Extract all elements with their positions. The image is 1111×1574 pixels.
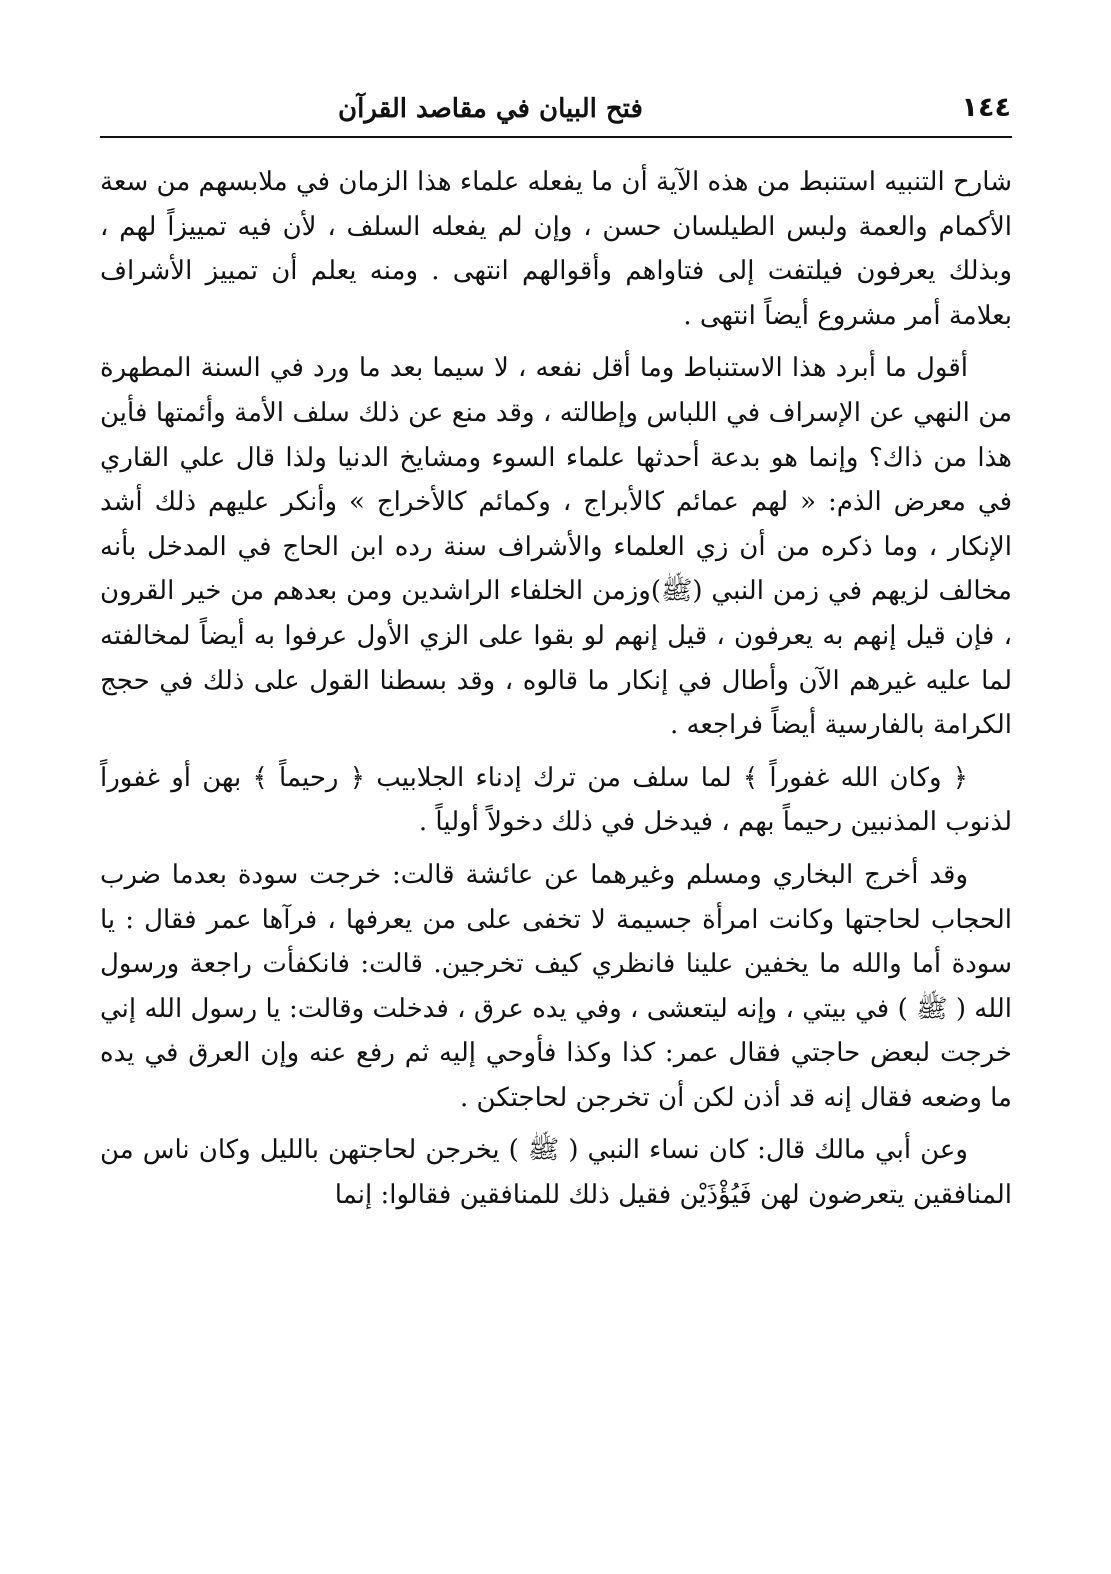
paragraph-1: شارح التنبيه استنبط من هذه الآية أن ما يفعله علماء هذا الزمان في ملابسهم من سعة الأكمام والعمة ولبس الطيلسان حسن ، وإن لم يفعله السلف ، لأن فيه تمييزاً لهم ، وبذلك يعرفون فيلتفت إلى فتاواهم وأقوالهم انتهى . ومنه يعلم أن تمييز الأشراف بعلامة أمر مشروع أيضاً انتهى . — [100, 167, 1012, 331]
running-title: فتح البيان في مقاصد القرآن — [338, 94, 643, 124]
page-header — [100, 90, 1011, 136]
paragraph-5: وعن أبي مالك قال: كان نساء النبي ( ﷺ ) يخرجن لحاجتهن بالليل وكان ناس من المنافقين يتعرضون لهن فَيُؤْذَيْن فقيل ذلك للمنافقين فقالوا: إنما — [100, 1135, 1012, 1211]
paragraph-4: وقد أخرج البخاري ومسلم وغيرهما عن عائشة قالت: خرجت سودة بعدما ضرب الحجاب لحاجتها وكانت امرأة جسيمة لا تخفى على من يعرفها ، فرآها عمر فقال : يا سودة أما والله ما يخفين علينا فانظري كيف تخرجين. قالت: فانكفأت راجعة ورسول الله ( ﷺ ) في بيتي ، وإنه ليتعشى ، وفي يده عرق ، فدخلت وقالت: يا رسول الله إني خرجت لبعض حاجتي فقال عمر: كذا وكذا فأوحي إليه ثم رفع عنه وإن العرق في يده ما وضعه فقال إنه قد أذن لكن أن تخرجن لحاجتكن . — [100, 859, 1012, 1113]
paragraph-3-verse: ﴿ وكان الله غفوراً ﴾ لما سلف من ترك إدناء الجلابيب ﴿ رحيماً ﴾ بهن أو غفوراً لذنوب المذنبين رحيماً بهم ، فيدخل في ذلك دخولاً أولياً . — [100, 762, 1012, 838]
page-body — [100, 160, 1012, 1218]
header-rule — [100, 136, 1012, 138]
page-number: ١٤٤ — [961, 92, 1011, 123]
paragraph-2: أقول ما أبرد هذا الاستنباط وما أقل نفعه ، لا سيما بعد ما ورد في السنة المطهرة من النهي عن الإسراف في اللباس وإطالته ، وقد منع عن ذلك سلف الأمة وأئمتها فأين هذا من ذاك؟ وإنما هو بدعة أحدثها علماء السوء ومشايخ الدنيا ولذا قال علي القاري في معرض الذم: « لهم عمائم كالأبراج ، وكمائم كالأخراج » وأنكر عليهم ذلك أشد الإنكار ، وما ذكره من أن زي العلماء والأشراف سنة رده ابن الحاج في المدخل بأنه مخالف لزيهم في زمن النبي (ﷺ)وزمن الخلفاء الراشدين ومن بعدهم من خير القرون ، فإن قيل إنهم به يعرفون ، قيل إنهم لو بقوا على الزي الأول عرفوا به أيضاً لمخالفته لما عليه غيرهم الآن وأطال في إنكار ما قالوه ، وقد بسطنا القول على ذلك في حجج الكرامة بالفارسية أيضاً فراجعه . — [100, 353, 1012, 741]
